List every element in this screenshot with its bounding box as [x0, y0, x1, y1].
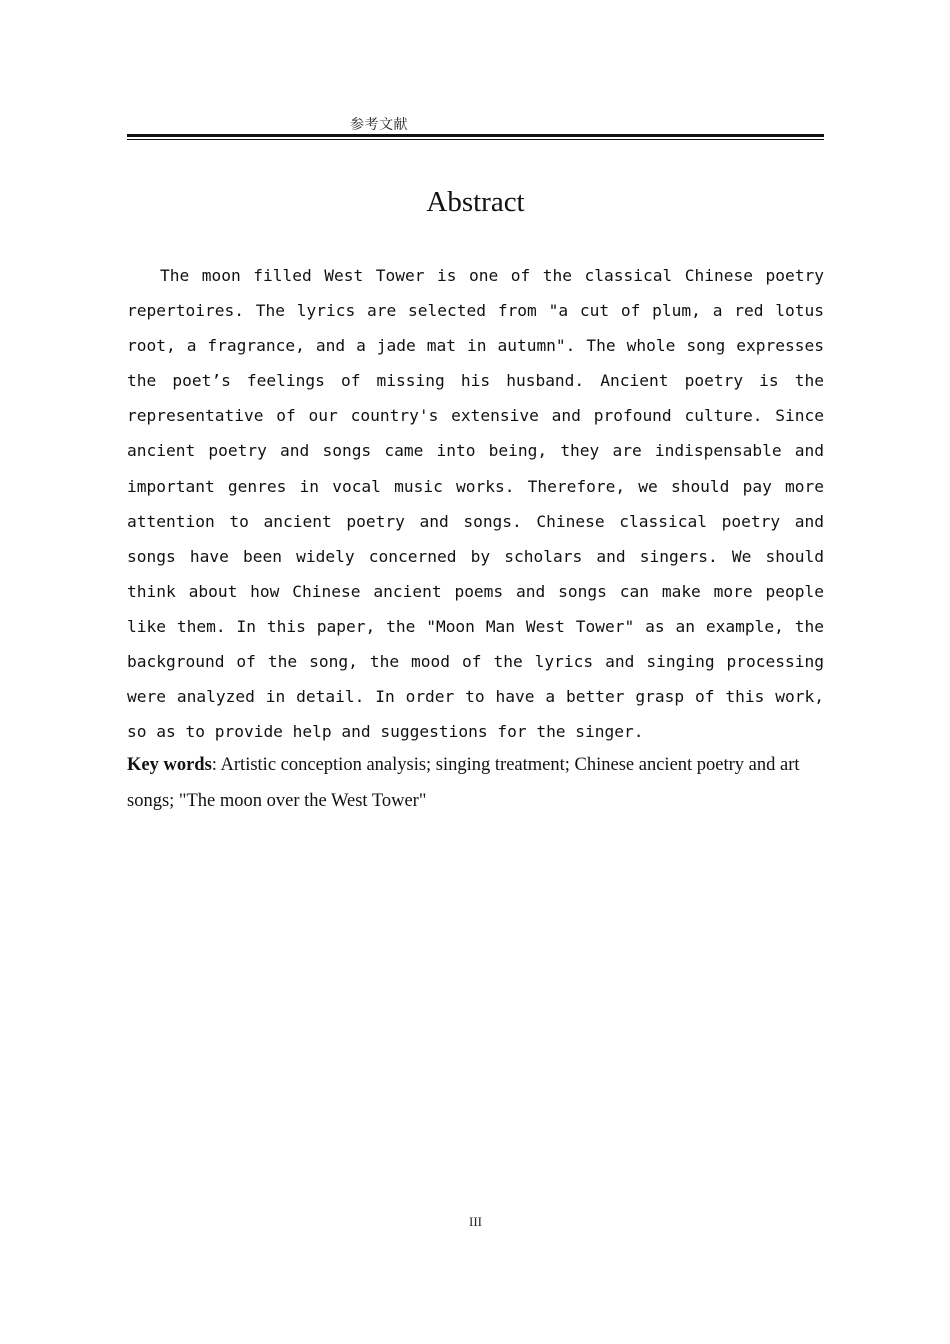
header-rule	[127, 134, 824, 140]
keywords-label: Key words	[127, 755, 212, 775]
running-header: 参考文献	[350, 117, 408, 133]
keywords-text: : Artistic conception analysis; singing treatment; Chinese ancient poetry and art songs; "The moon over the West Tower"	[127, 755, 800, 811]
abstract-title: Abstract	[426, 186, 525, 218]
abstract-body: The moon filled West Tower is one of the classical Chinese poetry repertoires. The lyrics are selected from "a cut of plum, a red lotus root, a fragrance, and a jade mat in autumn". The whole song expresses the poet’s feelings of missing his husband. Ancient poetry is the representative of our country's extensive and profound culture. Since ancient poetry and songs came into being, they are indispensable and important genres in vocal music works. Therefore, we should pay more attention to ancient poetry and songs. Chinese classical poetry and songs have been widely concerned by scholars and singers. We should think about how Chinese ancient poems and songs can make more people like them. In this paper, the "Moon Man West Tower" as an example, the background of the song, the mood of the lyrics and singing processing were analyzed in detail. In order to have a better grasp of this work, so as to provide help and suggestions for the singer.	[127, 266, 824, 742]
keywords-paragraph	[127, 748, 824, 819]
page-number: III	[469, 1214, 482, 1229]
